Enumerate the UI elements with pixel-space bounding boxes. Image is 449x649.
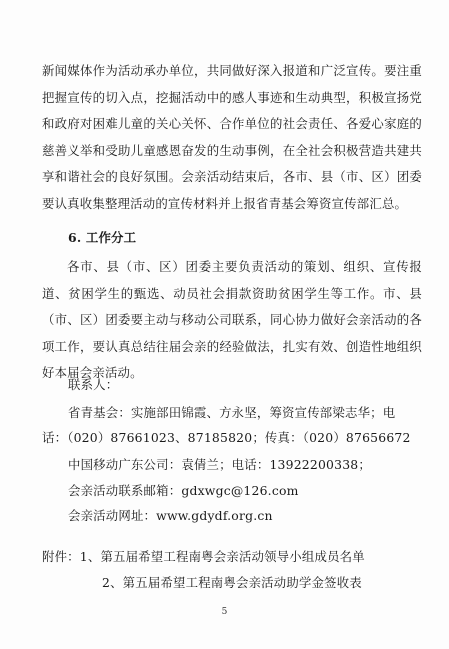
contact-line-foundation: 省青基会：实施部田锦霞、方永坚，筹资宣传部梁志华；电 xyxy=(68,405,396,420)
attachment-line-1: 附件：1、第五届希望工程南粤会亲活动领导小组成员名单 xyxy=(42,549,365,564)
paragraph-publicity: 新闻媒体作为活动承办单位，共同做好深入报道和广泛宣传。要注重把握宣传的切入点，挖掘活动中的感人事迹和生动典型，积极宣扬党和政府对困难儿童的关心关怀、合作单位的社会责任、各爱心家庭的慈善义举和受助儿童感恩奋发的生动事例，在全社会积极营造共建共享和谐社会的良好氛围。会亲活动结束后，各市、县（市、区）团委要认真收集整理活动的宣传材料并上报省青基会筹资宣传部汇总。 xyxy=(42,63,422,211)
attachment-line-2: 2、第五届希望工程南粤会亲活动助学金签收表 xyxy=(102,575,362,590)
paragraph-division-of-work: 各市、县（市、区）团委主要负责活动的策划、组织、宣传报道、贫困学生的甄选、动员社会捐款资助贫困学生等工作。市、县（市、区）团委要主动与移动公司联系，同心协力做好会亲活动的各项工作，要认真总结往届会亲的经验做法，扎实有效、创造性地组织好本届会亲活动。 xyxy=(42,259,422,381)
section-heading: 6. 工作分工 xyxy=(68,230,137,245)
contacts-label: 联系人： xyxy=(68,377,119,392)
contact-line-phone-fax: 话：（020）87661023、87185820；传真：（020）87656672 xyxy=(42,430,411,445)
contact-line-email: 会亲活动联系邮箱：gdxwgc@126.com xyxy=(68,483,299,498)
contact-line-website: 会亲活动网址：www.gdydf.org.cn xyxy=(68,508,273,523)
contact-line-china-mobile: 中国移动广东公司：袁倩兰；电话：13922200338； xyxy=(68,457,371,472)
page-number: 5 xyxy=(221,607,228,617)
